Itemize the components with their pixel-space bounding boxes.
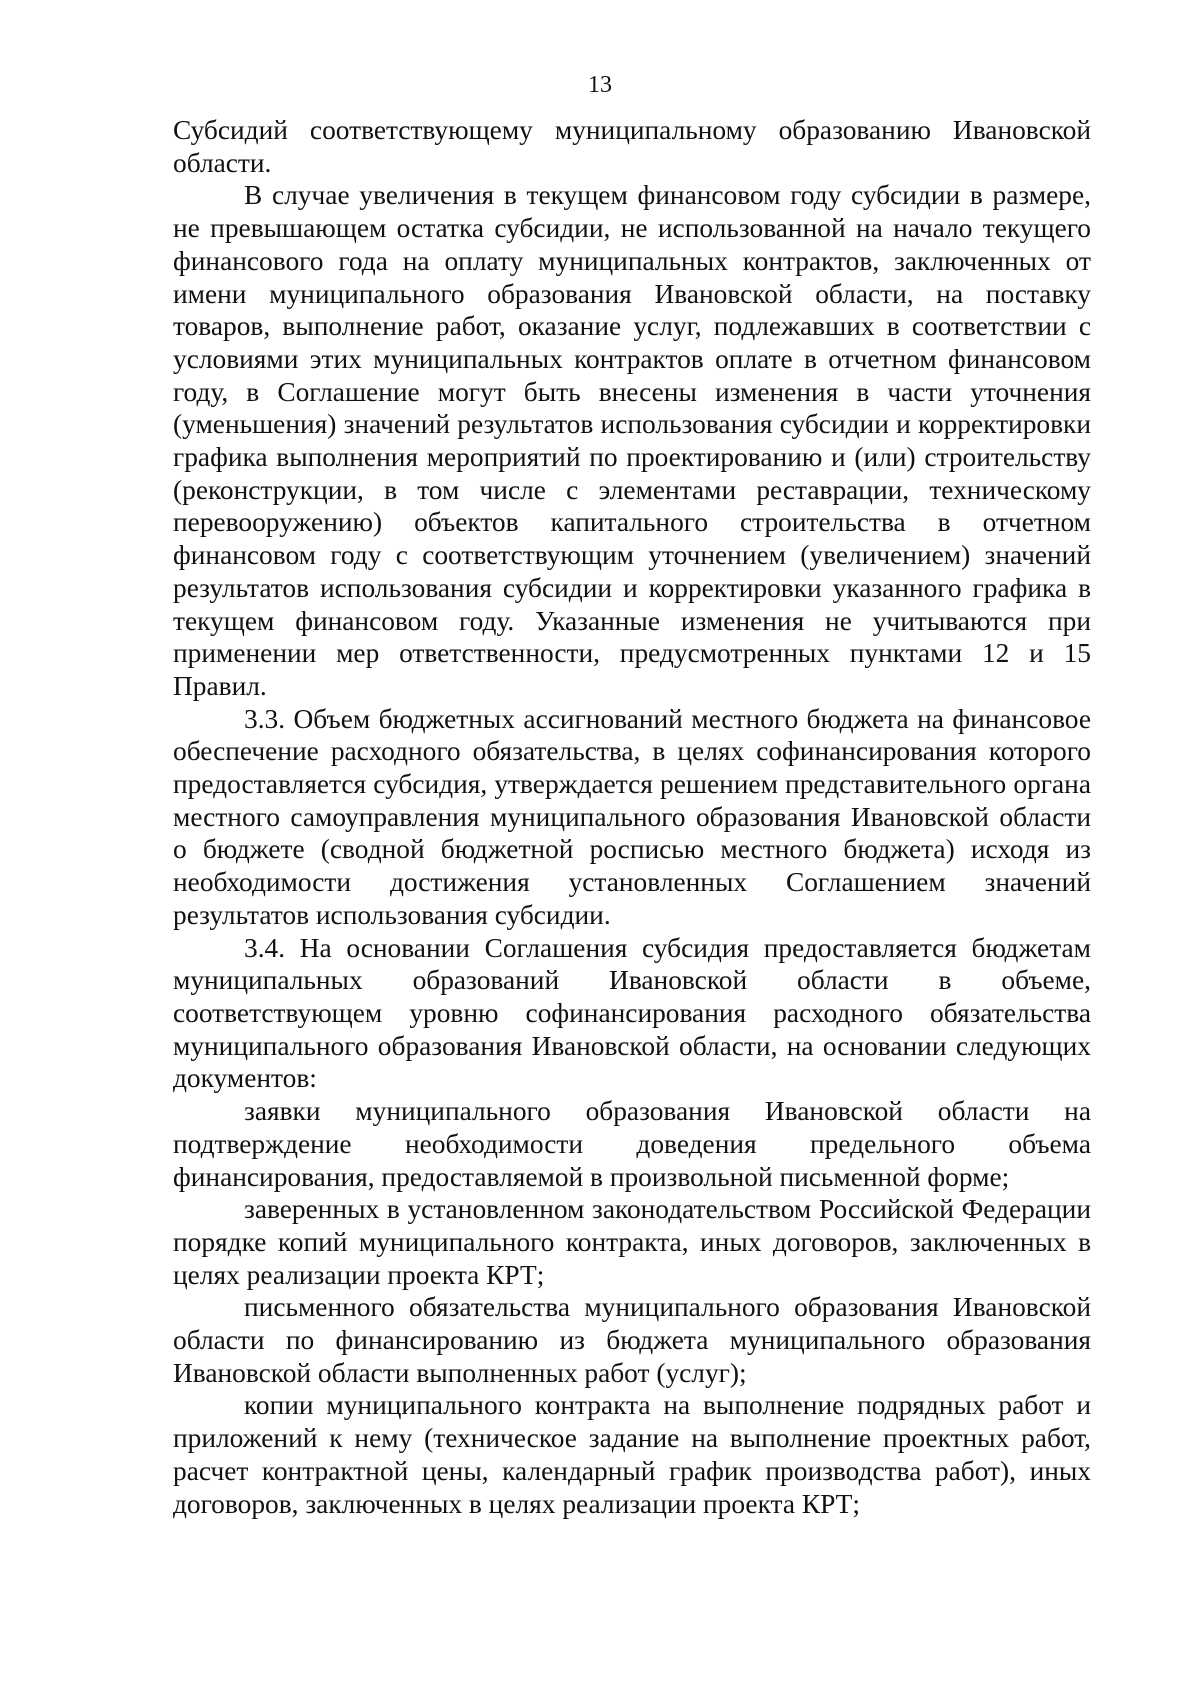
list-item-certified-copies: заверенных в установленном законодательством Российской Федерации порядке копий муниципального контракта, иных договоров, заключенных в целях реализации проекта КРТ;: [173, 1194, 1091, 1290]
paragraph-3-4: 3.4. На основании Соглашения субсидия предоставляется бюджетам муниципальных образований Ивановской области в объеме, соответствующем уровню софинансирования расходного обязательства муниципального образования Ивановской области, на основании следующих документов:: [173, 932, 1091, 1094]
document-body: [173, 114, 1091, 1520]
paragraph-1: Субсидий соответствующему муниципальному образованию Ивановской области.: [173, 115, 1091, 178]
page-number: 13: [588, 72, 612, 98]
list-item-written-obligation: письменного обязательства муниципального образования Ивановской области по финансированию из бюджета муниципального образования Ивановской области выполненных работ (услуг);: [173, 1292, 1091, 1388]
list-item-application: заявки муниципального образования Ивановской области на подтверждение необходимости доведения предельного объема финансирования, предоставляемой в произвольной письменной форме;: [173, 1096, 1091, 1192]
paragraph-2: В случае увеличения в текущем финансовом году субсидии в размере, не превышающем остатка субсидии, не использованной на начало текущего финансового года на оплату муниципальных контрактов, заключенных от имени муниципального образования Ивановской области, на поставку товаров, выполнение работ, оказание услуг, подлежавших в соответствии с условиями этих муниципальных контрактов оплате в отчетном финансовом году, в Соглашение могут быть внесены изменения в части уточнения (уменьшения) значений результатов использования субсидии и корректировки графика выполнения мероприятий по проектированию и (или) строительству (реконструкции, в том числе с элементами реставрации, техническому перевооружению) объектов капитального строительства в отчетном финансовом году с соответствующим уточнением (увеличением) значений результатов использования субсидии и корректировки указанного графика в текущем финансовом году. Указанные изменения не учитываются при применении мер ответственности, предусмотренных пунктами 12 и 15 Правил.: [173, 180, 1091, 701]
list-item-contract-copies: копии муниципального контракта на выполнение подрядных работ и приложений к нему (техническое задание на выполнение проектных работ, расчет контрактной цены, календарный график производства работ), иных договоров, заключенных в целях реализации проекта КРТ;: [173, 1390, 1091, 1519]
paragraph-3-3: 3.3. Объем бюджетных ассигнований местного бюджета на финансовое обеспечение расходного обязательства, в целях софинансирования которого предоставляется субсидия, утверждается решением представительного органа местного самоуправления муниципального образования Ивановской области о бюджете (сводной бюджетной росписью местного бюджета) исходя из необходимости достижения установленных Соглашением значений результатов использования субсидии.: [173, 703, 1091, 930]
